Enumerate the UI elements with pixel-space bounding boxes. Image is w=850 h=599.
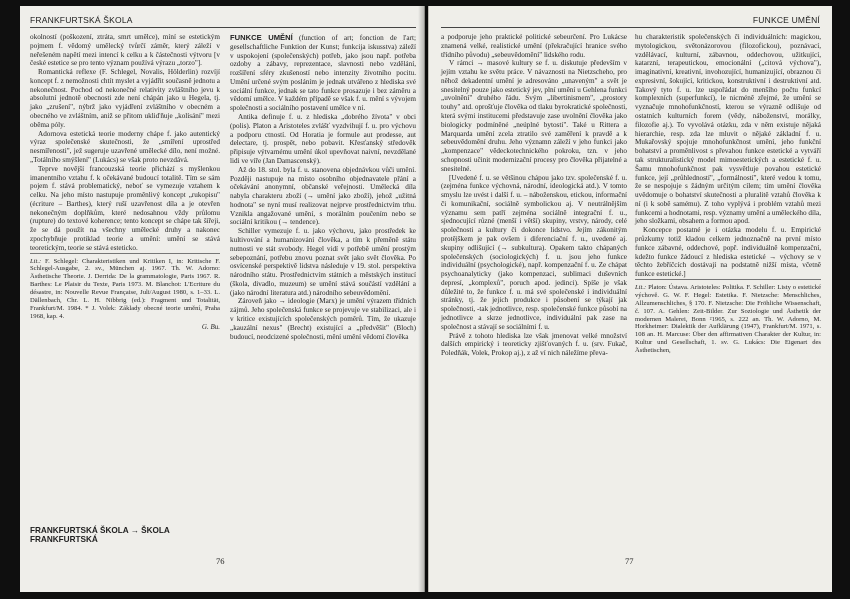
literature-text: Platon: Ústava. Aristoteles: Politika. F. Schiller: Listy o estetické výchově. G. W. F. Hegel: Estetika. F. Nietzsche: Menschliches, Allzumenschliches, § 170. F. Nietzsche: Die Fröhliche Wissenschaft, č. 107. A. Gehlen: Zeit-Bilder. Zur Soziologie und Ästhetik der modernen Malerei, Bonn ²1965, s. 222 an. Th. W. Adorno, M. Horkheimer: Dialektik der Aufklärung (1947), Frankfurt/M. 1971, s. 108 an. H. Marcuse: Über den affirmativen Charakter der Kultur, in: Kultur und Gesellschaft, 1. sv. G. Lukács: Die Eigenart des Ästhetischen,	[635, 283, 821, 355]
literature-block	[30, 253, 220, 321]
running-head: FUNKCE UMĚNÍ	[752, 15, 820, 25]
running-head: FRANKFURTSKÁ ŠKOLA	[30, 15, 133, 25]
paragraph: Koncepce postatné je i otázka modelu f. u. Empirické průzkumy totiž kladou celkem jednoznačně na první místo funkce zábavné, oddechové, popř. individuálně kompenzační, kdežto funkce žádoucí z hlediska estetické → výchovy se v těchto žebříčcích dostávají na podstatně nižší místa, včetně funkce estetické.]	[635, 226, 821, 279]
paragraph: hu charakteristik společenských či individuálních: magickou, mytologickou, světonázorovou (filozofickou), poznávací, vzdělávací, kulturní, zábavnou, oddechovou, užitkující, katarzní, terapeutickou, emocionální („citová výchova"), imaginativní, kreativní, invohozující, humanizující, obraznou či expresivní, šokující, kritickou, konstruktivní i destruktivní atd. Takový tyto f. u. lze uspořádat do menšího počtu funkcí komplexních (superfunkcí), le nicméně zřejmé, že umění se vyznačuje mnohofunkčností, kterou se výrazně odlišuje od ostatních kulturních forem (vědy, náboženství, morálky, filozofie aj.). To vyvolává otázku, zda v něm existuje nějaká hierarchie, resp. zda lze mluvit o nějaké základní f. u. Mukařovský spojuje mnohofunkčnost umění, jeho funkční bohatství a proměnlivost s převahou funkce estetické a vytváří tak strukturalistický model mimoestetických a estetické f. u. Šamu mnohofunkčnost pak vysvětluje povahou estetické funkce, její „průhledností", „formálností", které vedou k tomu, že se nespojuje s žádným určitým cílem; tím umění člověka uvědomuje o bohatství skutečnosti a pluralitě vztahů člověka k ní (i k sobě samému). Z toho vyplývá i problém vztahů mezi funkcemi a hodnotami, resp. významy umění a uměleckého díla, jeho složkami, obsahem a formou apod.	[635, 33, 821, 226]
paragraph: Schiller vymezuje f. u. jako výchovu, jako prostředek ke kultivování a humanizování člověka, a tím k přeměně státu nutnosti ve stát svobody. Hegel vidí v potřebě umění prostým sebepoznání, potřebu znovu poznat svět jako svět člověka. Po osvícenské perspektivě lidstva následuje v 19. stol. perspektiva národního státu. Prostřednictvím státních a městských institucí (škola, divadlo, muzeum) se umění stává součástí vzdělání a (jako národní literatura atd.) národního sebeuvědomění.	[230, 227, 416, 297]
entry-term: FRANKFURTSKÁ ŠKOLA	[30, 526, 129, 535]
paragraph: Až do 18. stol. byla f. u. stanovena objednávkou vůči umění. Později nastupuje na místo osobního objednavatele přání a očekávání anonymní, občanské veřejnosti. Umělecká díla nabyla charakteru zboží (→ umění jako zboží), jehož „užitná hodnota" se nyní musí realizovat nejprve prostřednictvím trhu. Vznikla angažované umění, s morálním poučením nebo se sociální kritikou (→ tendence).	[230, 165, 416, 227]
paragraph: V rámci → masové kultury se f. u. diskutuje především v jejím vztahu ke světu práce. V návaznosti na Nietzscheho, pro něhož dekadentní umění je adresováno „unaveným" a svět je snesitelný pouze jako estetický jev, plní umění u Gehlena funkci „uvolnění" druhého řádu. Svým „libertinismem", „prostory touhy" atd. oprošťuje člověka od tlaku byrokratické společnosti, která svými institucemi představuje zase uvolnění člověka jako biologicky podmíněné „neúplné bytosti". Také u Rittera a Marquarda umění zcela ztratilo své zaměření k pravdě a k sebeuvědomění druhu. Jeho významn záleží v jeho funkci jako „kompenzace" vědeckotechnického pokroku, tzn. v jeho schopnosti učinit modernizační procesy pro člověka přijatelné a snesitelné.	[441, 59, 627, 173]
paragraph: Teprve novější francouzská teorie přichází s myšlenkou imanentního vztahu f. k očekávané budoucí totalitě. Tím se sám pojem f. stává problematický, neboť se vymezuje vztahem k celku. Na jeho místo nastupuje proměnlivý koncept „rukopisu" (écriture – Barthes), který ruší uzavřenost díla a je otevřen nekonečným doplňkům, které nedosahnou vždy průlomu (rupture) do textové koherence; tento koncept se chápe tak šířeji, že se dá použít na všechny umělecké druhy a nakonec zpochybňuje protiklad teorie a umění: umění se stává teoretickým, teorie se stává esteticko.	[30, 164, 220, 252]
paragraph: a podporuje jeho praktické politické sebeurčení. Pro Lukácse znamená velké, realistické umění (překračující hranice svého třídního původu) „sebeuvědomění" lidského rodu.	[441, 33, 627, 59]
header-rule	[30, 27, 416, 28]
literature-label: Lit.:	[30, 257, 42, 265]
left-page	[20, 6, 425, 592]
header-rule	[441, 27, 820, 28]
page-number: 77	[625, 556, 634, 566]
entry-heading: FUNKCE UMĚNÍ	[230, 33, 293, 42]
entry-target: ŠKOLA FRANKFURTSKÁ	[30, 526, 170, 545]
literature-block	[635, 279, 821, 355]
paragraph: okolností (poškození, ztráta, smrt umělce), míní se estetickým pojmem f. vědomý umělecký tvůrčí záměr, který záleží v neřešeném napětí mezi intencí k celku a k částečnosti výtvoru [v české estetice se pro tento význam používá výrazu „torzo"].	[30, 33, 220, 68]
arrow-icon: →	[130, 526, 139, 535]
right-page-column-2	[635, 33, 821, 355]
paragraph: (function of art; fonction de l'art; gesellschaftliche Funktion der Kunst; funkcija iskusstva) záleží v uspokojení (společenských) potřeb, jako jsou např. potřeba ozdoby a zábavy, reprezentace, slavnosti nebo vzdělání, rozšíření sféry zkušeností nebo intenzity životního pocitu. Umění určené svým posláním je jednak utvářeno z hlediska své sociální funkce, jednak se tato funkce prosazuje i bez záměru a vědomí umělce. V každém případě se však f. u. mění s vývojem společnosti a sociálního postavení umělce v ní.	[230, 34, 416, 113]
literature-label: Lit.:	[635, 283, 647, 291]
right-page-column-1	[441, 33, 627, 358]
entry-cross-reference	[30, 526, 220, 545]
author-initials: G. Bu.	[201, 322, 220, 331]
page-number: 76	[216, 556, 225, 566]
paragraph: Zároveň jako → ideologie (Marx) je umění výrazem třídních zájmů. Jeho společenská funkce se projevuje ve stabilizaci, ale i v kritice existujících společenských poměrů. Tím, že ukazuje „kauzální nexus" (Brecht) existující a „předvěšit" (Bloch) budoucí, neodcizené společnosti, mění umění vědomí člověka	[230, 297, 416, 341]
literature-text: F. Schlegel: Charakteristiken und Kritiken I, in: Kritische F. Schlegel-Ausgabe, 2. sv., München aj. 1967. Th. W. Adorno: Ästhetische Theorie. J. Derrida: De la grammatologie, Paris 1967. R. Barthes: Le Plaisir du Texte, Paris 1973. M. Blanchot: L'Ecriture du désastre, in: Nouvelle Revue Française, Juli/August 1980, s. 1–33. L. Dällenbach, Chr. L. H. Nibbrig (ed.): Fragment und Totalität, Frankfurt/M. 1984. * J. Volek: Základy obecné teorie umění, Praha 1968, kap. 4.	[30, 257, 220, 320]
paragraph: Romantická reflexe (F. Schlegel, Novalis, Hölderlin) rozvíjí koncept f. z nemožnosti chtít myslet a vyjádřit současně jednotu a nekonečnost. Pochod od nekonečné relativity zvláštního jevu k absolutní jednotě obecnosti zde není chápán jako u Hegela, tj. jako „zrušení", nýbrž jako vyjádření zvláštního v obecném a obecného ve zvláštním, aniž se přitom ukliďňuje „kolísání" mezi oběma póly.	[30, 68, 220, 129]
paragraph: [Uvedené f. u. se většinou chápou jako tzv. společenské f. u. (zejména funkce výchovná, národní, ideologická atd.). V tomto smyslu lze uvést i další f. u. – náboženskou, etickou, informační či komunikační, sociálně symbolickou aj. V neutrálnějším významu sem patří zejména sociálně integrační f. u., sjednocující různé (menší i větší) skupiny, vrstvy, národy, celé společnosti a kultury či dokonce lidstvo. Jejím zákonitým protějškem je pak ovšem i diferenciační f. u., uvedené aj. skupiny odlišující (→ subkultura). Opakem takto chápaných společenských (sociologických) f. u. jsou jeho funkce individuální (psychologické), např. kompenzační f. u. Ze chápat psychoanalyticky (jako kompenzaci, sublimaci duševních depresí, „komplexů", poruch apod. jedinci). Spíše je však důležité to, že funkce f. u. má své společenské i individuální stránky, tj. že jejich produkce i působení se týkají jak společnosti, -tak jednotlivce, resp. společenské funkce působí na jednotlivce a skrze jednotlivce, individuální pak zase na společnost a stávají se sociálními f. u.	[441, 173, 627, 331]
paragraph: Adornova estetická teorie moderny chápe f. jako autentický výraz společenské skutečnosti, že „smíření uprostřed nesmířenosti", jež sugeruje uzavřené umělecké dílo, není možné. „Totálního smýšlení" (Lukács) se však proto nevzdává.	[30, 129, 220, 164]
left-page-column-1	[30, 33, 220, 331]
left-page-column-2	[230, 33, 416, 341]
entry-start	[230, 33, 416, 113]
paragraph: Právě z tohoto hlediska lze však jmenovat velké množství dalších empirický i teoreticky zjišťovaných f. u. (srv. Fukač, Poledňák, Volek, Prokop aj.), z až ví nich náležíme převa-	[441, 331, 627, 358]
paragraph: Antika definuje f. u. z hlediska „dobrého žívota" v obci (polis). Platon a Aristoteles zvlášť vyzdvihují f. u. pro výchovu a podporu ctností. Od Horatia je formule aut prodesse, aut delectare, tj. prospět, nebo pobavit. Křesťanský středověk připisuje výtvarnému umění úkol upevňovat naivní, nevzdělané lidi ve víře (Jan Damascenský).	[230, 113, 416, 165]
right-page	[428, 6, 832, 592]
